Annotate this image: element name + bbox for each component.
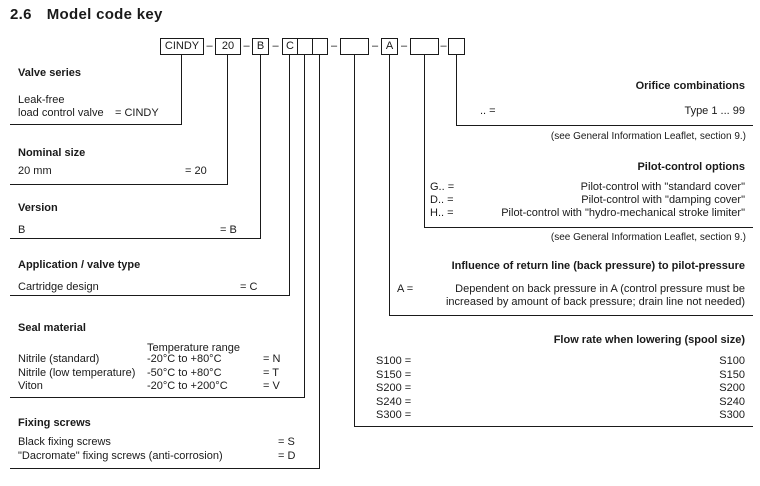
pilot-row-value: Pilot-control with "standard cover" (580, 181, 745, 193)
version-title: Version (18, 202, 58, 214)
code-box-flow-rate (340, 38, 369, 55)
flow-rate-title: Flow rate when lowering (spool size) (553, 334, 745, 346)
pilot-title: Pilot-control options (637, 161, 745, 173)
pilot-row-code: H.. = (430, 207, 454, 219)
flow-row-code: S240 = (376, 396, 412, 408)
rule-influence (389, 315, 753, 316)
code-box-fixing-screws (312, 38, 328, 55)
influence-code: A = (397, 283, 414, 295)
fixing-screws-title: Fixing screws (18, 417, 91, 429)
rule-nominal-size (10, 184, 228, 185)
valve-series-label-line2: load control valve (18, 107, 104, 119)
connector-line-seal-material (304, 55, 305, 398)
connector-line-application (289, 55, 290, 296)
connector-line-orifice (456, 55, 457, 126)
code-separator: – (206, 40, 213, 52)
fixing-row-code: = D (278, 450, 296, 462)
code-separator: – (330, 40, 338, 52)
application-label: Cartridge design (18, 281, 99, 293)
valve-series-code-value: = CINDY (115, 107, 159, 119)
code-box-version: B (252, 38, 269, 55)
seal-row-range: -20°C to +80°C (147, 353, 222, 365)
flow-row-value: S100 (719, 355, 745, 367)
orifice-title: Orifice combinations (635, 80, 745, 92)
connector-line-fixing-screws (319, 55, 320, 469)
section-title: Model code key (46, 6, 163, 23)
application-title: Application / valve type (18, 259, 141, 271)
seal-row-name: Nitrile (low temperature) (18, 367, 136, 379)
rule-pilot-control (424, 227, 753, 228)
connector-line-version (260, 55, 261, 239)
code-box-orifice (448, 38, 465, 55)
orifice-note: (see General Information Leaflet, section 9.) (550, 131, 746, 142)
code-box-seal-material (297, 38, 313, 55)
code-separator: – (243, 40, 250, 52)
pilot-row-value: Pilot-control with "damping cover" (581, 194, 745, 206)
pilot-row-code: G.. = (430, 181, 455, 193)
flow-row-code: S150 = (376, 369, 412, 381)
connector-line-valve-series (181, 55, 182, 125)
seal-row-code: = N (263, 353, 281, 365)
fixing-row-name: Black fixing screws (18, 436, 111, 448)
fixing-row-code: = S (278, 436, 295, 448)
nominal-size-code-value: = 20 (185, 165, 207, 177)
rule-flow-rate (354, 426, 753, 427)
flow-row-code: S200 = (376, 382, 412, 394)
code-separator: – (440, 40, 447, 52)
seal-row-code: = V (263, 380, 280, 392)
pilot-row-value: Pilot-control with "hydro-mechanical stroke limiter" (501, 207, 745, 219)
flow-row-code: S100 = (376, 355, 412, 367)
code-box-application: C (282, 38, 298, 55)
rule-fixing-screws (10, 468, 320, 469)
nominal-size-label: 20 mm (18, 165, 52, 177)
rule-valve-series (10, 124, 182, 125)
connector-line-pilot-control (424, 55, 425, 228)
pilot-note: (see General Information Leaflet, section 9.) (550, 232, 746, 243)
code-box-influence: A (381, 38, 398, 55)
application-code-value: = C (240, 281, 258, 293)
code-box-pilot-control (410, 38, 439, 55)
section-number: 2.6 (10, 6, 32, 23)
valve-series-label-line1: Leak-free (18, 94, 65, 106)
nominal-size-title: Nominal size (18, 147, 86, 159)
connector-line-influence (389, 55, 390, 316)
flow-row-code: S300 = (376, 409, 412, 421)
seal-material-column-header: Temperature range (147, 342, 240, 354)
rule-version (10, 238, 261, 239)
fixing-row-name: "Dacromate" fixing screws (anti-corrosion) (18, 450, 223, 462)
influence-value-line2: increased by amount of back pressure; drain line not needed) (445, 296, 745, 308)
page-title (10, 6, 163, 23)
rule-orifice (456, 125, 753, 126)
connector-line-flow-rate (354, 55, 355, 427)
flow-row-value: S300 (719, 409, 745, 421)
seal-material-title: Seal material (18, 322, 86, 334)
seal-row-code: = T (263, 367, 280, 379)
valve-series-title: Valve series (18, 67, 82, 79)
code-box-nominal-size: 20 (215, 38, 241, 55)
version-code-value: = B (220, 224, 237, 236)
code-box-valve-series: CINDY (160, 38, 204, 55)
version-label: B (18, 224, 26, 236)
code-separator: – (371, 40, 379, 52)
rule-seal-material (10, 397, 305, 398)
code-separator: – (272, 40, 279, 52)
flow-row-value: S200 (719, 382, 745, 394)
influence-title: Influence of return line (back pressure) to pilot-pressure (451, 260, 745, 272)
flow-row-value: S150 (719, 369, 745, 381)
connector-line-nominal-size (227, 55, 228, 185)
rule-application (10, 295, 290, 296)
seal-row-name: Nitrile (standard) (18, 353, 100, 365)
orifice-value: Type 1 ... 99 (684, 105, 745, 117)
seal-row-name: Viton (18, 380, 43, 392)
code-separator: – (400, 40, 408, 52)
pilot-row-code: D.. = (430, 194, 454, 206)
flow-row-value: S240 (719, 396, 745, 408)
orifice-code: .. = (480, 105, 496, 117)
seal-row-range: -20°C to +200°C (147, 380, 228, 392)
seal-row-range: -50°C to +80°C (147, 367, 222, 379)
influence-value-line1: Dependent on back pressure in A (control pressure must be (455, 283, 745, 295)
